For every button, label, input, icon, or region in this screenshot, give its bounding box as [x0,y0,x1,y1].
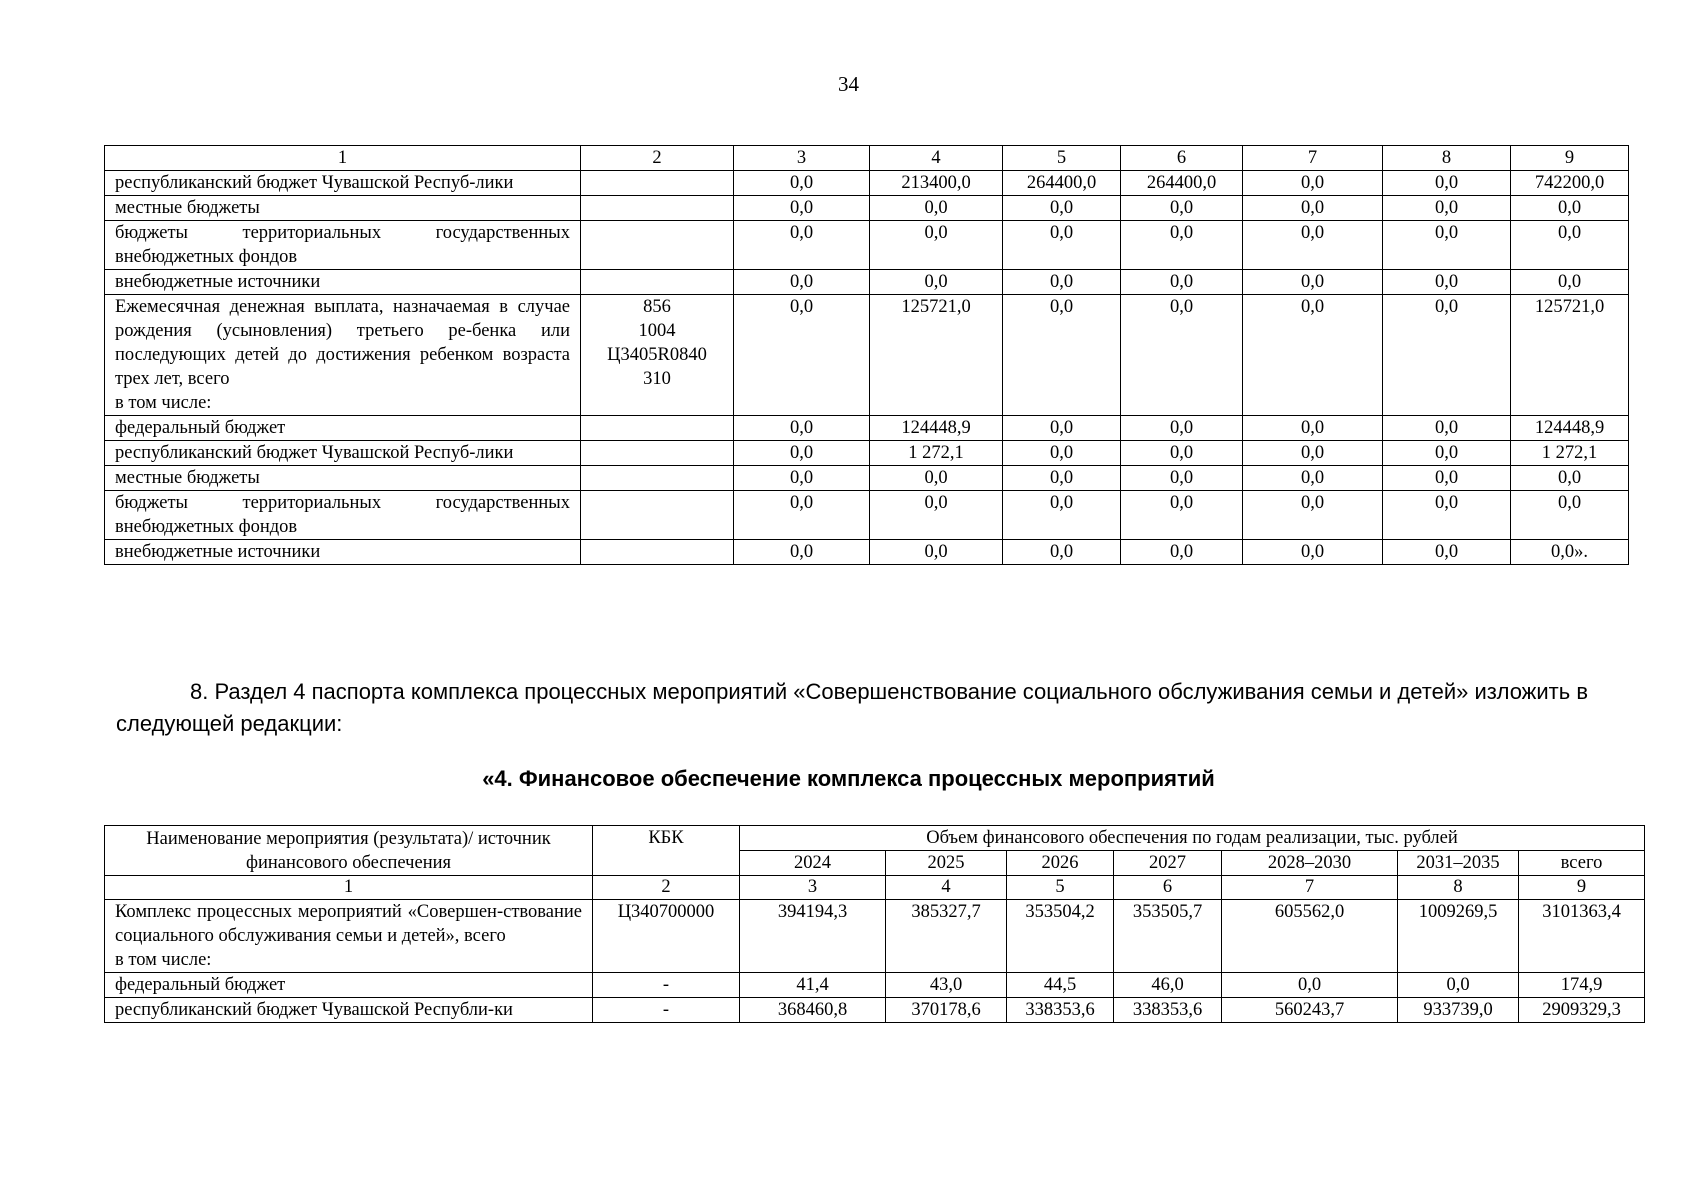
row-value: 124448,9 [1511,416,1629,441]
row-value: 2909329,3 [1519,998,1645,1023]
row-code: - [593,998,740,1023]
table-row [105,221,1629,270]
row-value: 742200,0 [1511,171,1629,196]
row-value: 0,0 [1511,270,1629,295]
column-number: 4 [886,876,1007,900]
table-row [105,196,1629,221]
row-value: 0,0 [1121,466,1243,491]
year-header: всего [1519,851,1645,876]
row-value: 0,0 [1511,491,1629,540]
column-number: 5 [1003,146,1121,171]
row-name: бюджеты территориальных государственных внебюджетных фондов [105,491,581,540]
row-code [581,416,734,441]
row-name: республиканский бюджет Чувашской Республи-ки [105,998,593,1023]
row-value: 0,0 [734,221,870,270]
row-name: федеральный бюджет [105,973,593,998]
row-name: Комплекс процессных мероприятий «Совершен-ствование социального обслуживания семьи и детей», всего в том числе: [105,900,593,973]
row-value: 338353,6 [1114,998,1222,1023]
row-value: 0,0 [1383,416,1511,441]
row-value: 0,0 [1383,171,1511,196]
table-row [105,998,1645,1023]
table-row [105,540,1629,565]
row-value: 0,0 [1121,441,1243,466]
row-value: 0,0 [1383,491,1511,540]
row-value: 0,0 [870,540,1003,565]
row-value: 0,0 [734,416,870,441]
row-value: 0,0 [1243,221,1383,270]
row-value: 125721,0 [870,295,1003,416]
row-value: 353504,2 [1007,900,1114,973]
row-value: 0,0 [1243,491,1383,540]
row-value: 0,0 [1383,466,1511,491]
column-number: 1 [105,146,581,171]
row-value: 41,4 [740,973,886,998]
financing-table-continuation [104,145,1629,565]
column-number: 4 [870,146,1003,171]
row-value: 560243,7 [1222,998,1398,1023]
row-value: 0,0 [870,466,1003,491]
row-code: 856 1004 Ц3405R0840 310 [581,295,734,416]
row-name: республиканский бюджет Чувашской Респуб-лики [105,441,581,466]
row-value: 0,0 [734,540,870,565]
row-name: республиканский бюджет Чувашской Респуб-лики [105,171,581,196]
row-value: 0,0 [1511,196,1629,221]
row-value: 0,0 [1398,973,1519,998]
table-row [105,295,1629,416]
column-number: 3 [740,876,886,900]
row-code [581,466,734,491]
row-code [581,441,734,466]
row-code: Ц340700000 [593,900,740,973]
row-value: 0,0 [1383,196,1511,221]
row-value: 0,0 [734,270,870,295]
table-row [105,416,1629,441]
table-row [105,441,1629,466]
column-number: 7 [1222,876,1398,900]
row-value: 0,0 [1003,416,1121,441]
year-header: 2026 [1007,851,1114,876]
row-code: - [593,973,740,998]
row-name: местные бюджеты [105,466,581,491]
amendment-paragraph: 8. Раздел 4 паспорта комплекса процессных мероприятий «Совершенствование социального обслуживания семьи и детей» изложить в следующей редакции: [116,679,1589,736]
header-name: Наименование мероприятия (результата)/ источник финансового обеспечения [105,826,593,876]
row-value: 0,0 [1243,196,1383,221]
header-volume: Объем финансового обеспечения по годам реализации, тыс. рублей [740,826,1645,851]
row-value: 174,9 [1519,973,1645,998]
row-value: 0,0 [1003,441,1121,466]
row-value: 0,0 [1243,270,1383,295]
row-value: 0,0 [1222,973,1398,998]
row-value: 43,0 [886,973,1007,998]
row-value: 0,0 [1243,540,1383,565]
row-value: 0,0 [1121,491,1243,540]
row-value: 0,0 [870,270,1003,295]
row-name: внебюджетные источники [105,270,581,295]
year-header: 2025 [886,851,1007,876]
table-row [105,270,1629,295]
table-row [105,466,1629,491]
page-number: 34 [838,72,859,96]
row-value: 0,0 [870,196,1003,221]
row-value: 0,0 [1003,270,1121,295]
column-number: 6 [1121,146,1243,171]
row-name: федеральный бюджет [105,416,581,441]
row-value: 394194,3 [740,900,886,973]
row-value: 368460,8 [740,998,886,1023]
year-header: 2027 [1114,851,1222,876]
row-value: 264400,0 [1003,171,1121,196]
column-number: 2 [581,146,734,171]
column-number: 8 [1398,876,1519,900]
row-value: 0,0 [1383,270,1511,295]
row-value: 0,0 [1003,491,1121,540]
row-value: 370178,6 [886,998,1007,1023]
row-value: 0,0 [1383,441,1511,466]
row-value: 0,0 [734,295,870,416]
row-value: 0,0 [1121,196,1243,221]
row-code [581,221,734,270]
row-value: 0,0 [1243,295,1383,416]
row-value: 605562,0 [1222,900,1398,973]
column-numbers-row [105,146,1629,171]
row-value: 213400,0 [870,171,1003,196]
row-value: 125721,0 [1511,295,1629,416]
header-kbk: КБК [593,826,740,876]
table-header-row [105,826,1645,851]
row-value: 0,0 [1383,221,1511,270]
row-code [581,270,734,295]
row-value: 0,0 [1121,221,1243,270]
row-value: 3101363,4 [1519,900,1645,973]
row-value: 385327,7 [886,900,1007,973]
row-value: 0,0 [1243,466,1383,491]
row-value: 0,0 [1243,416,1383,441]
row-value: 0,0 [1121,416,1243,441]
row-value: 44,5 [1007,973,1114,998]
row-value: 0,0 [1383,295,1511,416]
row-value: 0,0 [1003,221,1121,270]
row-value: 933739,0 [1398,998,1519,1023]
row-value: 0,0 [734,196,870,221]
row-value: 0,0 [1003,196,1121,221]
table-row [105,491,1629,540]
column-number: 8 [1383,146,1511,171]
year-header: 2028–2030 [1222,851,1398,876]
row-value: 0,0 [1243,171,1383,196]
row-code [581,171,734,196]
column-number: 7 [1243,146,1383,171]
row-value: 0,0 [1003,466,1121,491]
row-value: 0,0 [734,171,870,196]
table-row [105,171,1629,196]
row-value: 0,0 [734,466,870,491]
row-name: Ежемесячная денежная выплата, назначаемая в случае рождения (усыновления) третьего ре-бенка или последующих детей до достижения ребенком возраста трех лет, всего в том числе: [105,295,581,416]
row-value: 0,0 [1511,221,1629,270]
row-code [581,196,734,221]
row-value: 0,0 [1121,295,1243,416]
row-value: 0,0 [1003,540,1121,565]
row-value: 0,0 [1243,441,1383,466]
row-value: 0,0 [870,491,1003,540]
column-number: 9 [1519,876,1645,900]
column-number: 2 [593,876,740,900]
row-value: 264400,0 [1121,171,1243,196]
row-value: 1 272,1 [870,441,1003,466]
column-number: 6 [1114,876,1222,900]
row-value: 338353,6 [1007,998,1114,1023]
row-value: 0,0 [1003,295,1121,416]
row-name: местные бюджеты [105,196,581,221]
row-value: 0,0 [1511,466,1629,491]
section-heading: «4. Финансовое обеспечение комплекса процессных мероприятий [482,766,1215,791]
row-value: 1009269,5 [1398,900,1519,973]
column-number: 3 [734,146,870,171]
row-value: 46,0 [1114,973,1222,998]
column-numbers-row [105,876,1645,900]
row-value: 0,0». [1511,540,1629,565]
row-value: 0,0 [1121,540,1243,565]
row-value: 1 272,1 [1511,441,1629,466]
table-row [105,973,1645,998]
row-value: 124448,9 [870,416,1003,441]
row-value: 0,0 [1383,540,1511,565]
row-value: 0,0 [734,491,870,540]
year-header: 2031–2035 [1398,851,1519,876]
row-value: 353505,7 [1114,900,1222,973]
year-header: 2024 [740,851,886,876]
row-value: 0,0 [870,221,1003,270]
row-code [581,540,734,565]
row-value: 0,0 [734,441,870,466]
column-number: 5 [1007,876,1114,900]
row-code [581,491,734,540]
financing-table [104,825,1645,1023]
table-row [105,900,1645,973]
row-value: 0,0 [1121,270,1243,295]
row-name: внебюджетные источники [105,540,581,565]
column-number: 9 [1511,146,1629,171]
row-name: бюджеты территориальных государственных внебюджетных фондов [105,221,581,270]
column-number: 1 [105,876,593,900]
